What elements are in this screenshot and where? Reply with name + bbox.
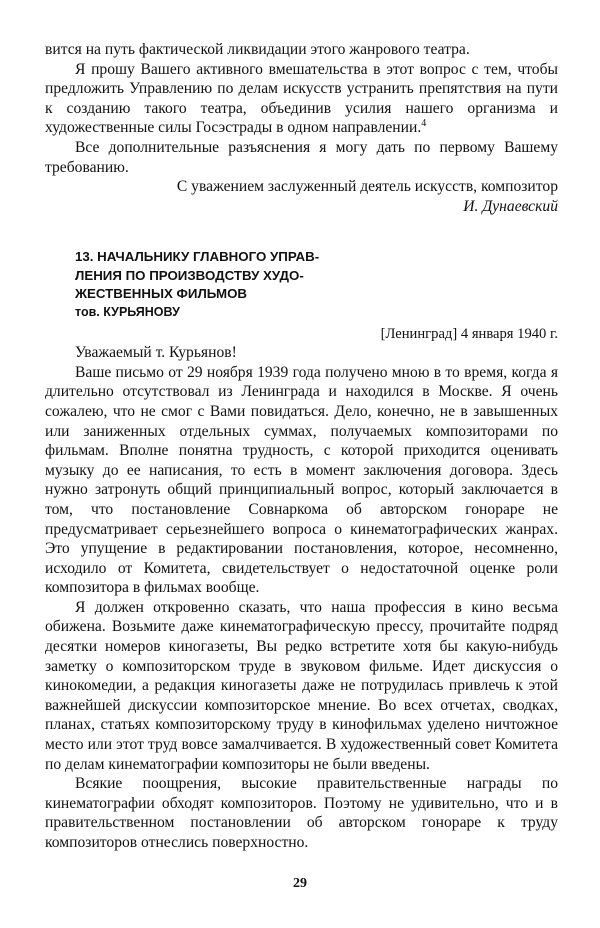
heading-line-3: ЖЕСТВЕННЫХ ФИЛЬМОВ bbox=[75, 285, 248, 301]
heading-line-4: тов. КУРЬЯНОВУ bbox=[75, 304, 180, 319]
heading-line-2: ЛЕНИЯ ПО ПРОИЗВОДСТВУ ХУДО- bbox=[75, 267, 304, 283]
closing-line: С уважением заслуженный деятель искусств, композитор bbox=[176, 178, 558, 196]
request-paragraph bbox=[45, 60, 558, 138]
letter-dateline: [Ленинград] 4 января 1940 г. bbox=[380, 326, 558, 343]
additional-paragraph: Все дополнительные разъяснения я могу дать по первому Вашему требованию. bbox=[45, 138, 558, 176]
page-text bbox=[45, 40, 558, 853]
letter-paragraph-3: Всякие поощрения, высокие правительственные награды по кинематографии обходят композиторов. Поэтому не удивительно, что и в правительственном постановлении об авторском гонораре к труду композиторов отнеслись поверхностно. bbox=[45, 775, 558, 851]
page-number: 29 bbox=[293, 876, 307, 891]
letter-paragraph-1: Ваше письмо от 29 ноября 1939 года получено мною в то время, когда я длительно отсутствовал из Ленинграда и находился в Москве. Я очень сожалею, что не смог с Вами повидаться. Дело, конечно, не в завышенных или заниженных отдельных суммах, получаемых композиторами по фильмам. Вполне понятна трудность, с которой приходится оценивать музыку до ее написания, то есть в момент заключения договора. Здесь нужно затронуть общий принципиальный вопрос, который заключается в том, что постановление Совнаркома об авторском гонораре не предусматривает серьезнейшего вопроса о кинематографических жанрах. Это упущение в редактировании постановления, которое, несомненно, исходило от Комитета, свидетельствует о недостаточной оценке роли композитора в фильмах вообще. bbox=[45, 363, 558, 597]
letter-salutation: Уважаемый т. Курьянов! bbox=[75, 344, 237, 362]
signature: И. Дунаевский bbox=[463, 197, 558, 215]
letter-heading bbox=[75, 248, 405, 321]
request-paragraph-text: Я прошу Вашего активного вмешательства в этот вопрос с тем, чтобы предложить Управлению по делам искусств устранить препятствия на пути к созданию такого театра, объединив усилия нашего организма и художественные силы Госэстрады в одном направлении. bbox=[45, 60, 558, 137]
letter-paragraph-2: Я должен откровенно сказать, что наша профессия в кино весьма обижена. Возьмите даже кинематографическую прессу, прочитайте подряд десятки номеров киногазеты, Вы редко встретите хотя бы какую-нибудь заметку о композиторском труде в звуковом фильме. Идет дискуссия о кинокомедии, а редакция киногазеты даже не потрудилась привлечь к этой важнейшей дискуссии композиторское мнение. Во всех отчетах, сводках, планах, статьях композиторскому труду в кинофильмах уделено ничтожное место или этот труд вовсе замалчивается. В художественный совет Комитета по делам кинематографии композиторы не были введены. bbox=[45, 598, 558, 773]
heading-line-1: 13. НАЧАЛЬНИКУ ГЛАВНОГО УПРАВ- bbox=[75, 249, 320, 265]
footnote-marker: 4 bbox=[421, 118, 427, 130]
continued-paragraph: вится на путь фактической ликвидации этого жанрового театра. bbox=[45, 41, 470, 58]
